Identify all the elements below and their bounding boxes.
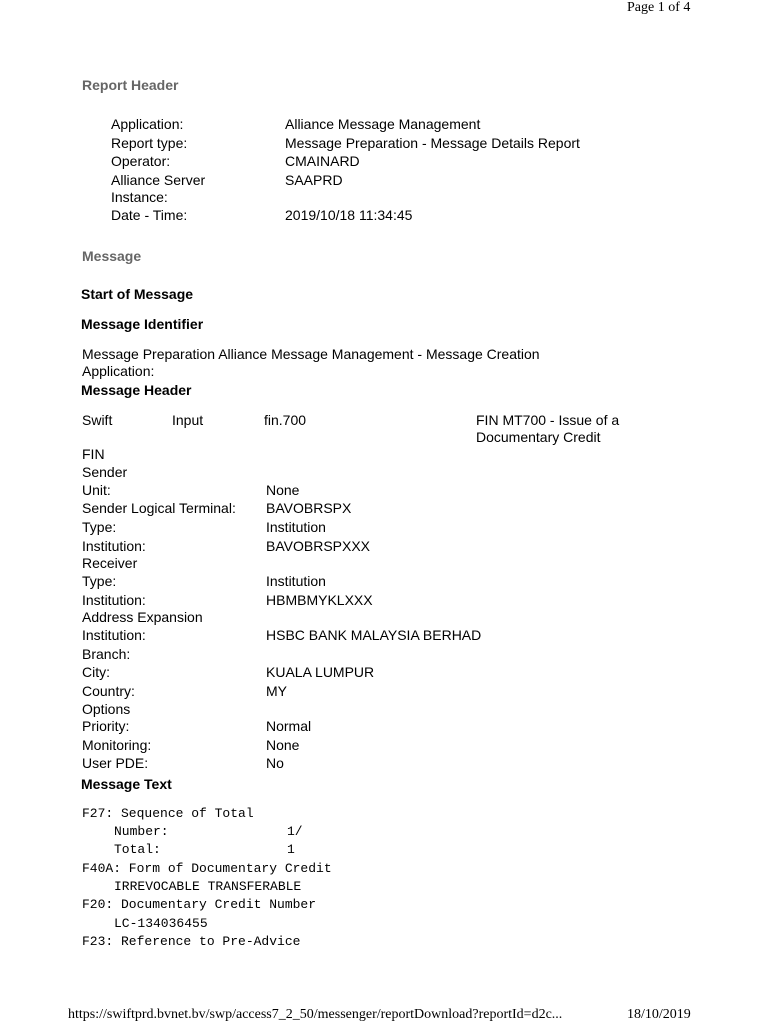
detail-value: HSBC BANK MALAYSIA BERHAD bbox=[266, 627, 482, 643]
detail-value: Institution bbox=[266, 573, 326, 589]
server-instance-value: SAAPRD bbox=[285, 172, 343, 188]
header-direction: Input bbox=[172, 412, 204, 428]
fin-label: FIN bbox=[82, 446, 105, 462]
detail-value: KUALA LUMPUR bbox=[266, 664, 375, 680]
report-type-value: Message Preparation - Message Details Report bbox=[285, 135, 580, 151]
message-header-title: Message Header bbox=[81, 382, 192, 398]
message-identifier-text-cont: Application: bbox=[82, 363, 155, 379]
detail-label: Sender Logical Terminal: bbox=[82, 500, 236, 516]
detail-label: Branch: bbox=[82, 646, 131, 662]
footer-date: 18/10/2019 bbox=[627, 1007, 691, 1022]
header-description: FIN MT700 - Issue of a bbox=[476, 412, 620, 428]
detail-value: MY bbox=[266, 683, 287, 699]
message-identifier-title: Message Identifier bbox=[81, 316, 204, 332]
page-number: Page 1 of 4 bbox=[627, 0, 691, 15]
detail-value: HBMBMYKLXXX bbox=[266, 592, 373, 608]
footer-url: https://swiftprd.bvnet.bv/swp/access7_2_50/messenger/reportDownload?reportId=d2c... bbox=[68, 1007, 563, 1022]
address-expansion-label: Address Expansion bbox=[82, 609, 203, 625]
field-line: Number: bbox=[114, 824, 169, 839]
header-format: fin.700 bbox=[264, 412, 307, 428]
field-value: 1/ bbox=[287, 824, 303, 839]
detail-label: City: bbox=[82, 664, 110, 680]
header-description-cont: Documentary Credit bbox=[476, 429, 601, 445]
detail-value: None bbox=[266, 482, 300, 498]
message-section-title: Message bbox=[82, 248, 142, 264]
start-of-message: Start of Message bbox=[81, 286, 194, 302]
server-instance-label-cont: Instance: bbox=[111, 189, 168, 205]
field-line: F40A: Form of Documentary Credit bbox=[82, 861, 332, 876]
application-label: Application: bbox=[111, 116, 184, 132]
report-header-title: Report Header bbox=[82, 77, 179, 93]
field-line: F23: Reference to Pre-Advice bbox=[82, 934, 301, 949]
detail-value: No bbox=[266, 755, 284, 771]
field-value: 1 bbox=[287, 842, 295, 857]
detail-label: Monitoring: bbox=[82, 737, 152, 753]
detail-value: BAVOBRSPXXX bbox=[266, 538, 371, 554]
options-label: Options bbox=[82, 701, 131, 717]
detail-value: None bbox=[266, 737, 300, 753]
detail-label: Institution: bbox=[82, 538, 146, 554]
field-line: F20: Documentary Credit Number bbox=[82, 897, 317, 912]
operator-value: CMAINARD bbox=[285, 153, 360, 169]
message-text-title: Message Text bbox=[81, 776, 172, 792]
detail-value: Normal bbox=[266, 718, 312, 734]
receiver-label: Receiver bbox=[82, 555, 138, 571]
operator-label: Operator: bbox=[111, 153, 171, 169]
detail-label: Country: bbox=[82, 683, 135, 699]
field-line: Total: bbox=[114, 842, 161, 857]
detail-label: Institution: bbox=[82, 627, 146, 643]
detail-label: User PDE: bbox=[82, 755, 149, 771]
detail-value: Institution bbox=[266, 519, 326, 535]
field-line: IRREVOCABLE TRANSFERABLE bbox=[114, 879, 302, 894]
message-identifier-text: Message Preparation Alliance Message Management - Message Creation bbox=[82, 346, 540, 362]
report-type-label: Report type: bbox=[111, 135, 188, 151]
header-network: Swift bbox=[82, 412, 113, 428]
server-instance-label: Alliance Server bbox=[111, 172, 206, 188]
sender-label: Sender bbox=[82, 464, 128, 480]
detail-label: Type: bbox=[82, 573, 117, 589]
detail-label: Unit: bbox=[82, 482, 111, 498]
date-time-label: Date - Time: bbox=[111, 207, 188, 223]
field-line: F27: Sequence of Total bbox=[82, 806, 254, 821]
detail-label: Institution: bbox=[82, 592, 146, 608]
detail-label: Type: bbox=[82, 519, 117, 535]
detail-label: Priority: bbox=[82, 718, 130, 734]
date-time-value: 2019/10/18 11:34:45 bbox=[285, 207, 413, 223]
field-line: LC-134036455 bbox=[114, 916, 208, 931]
detail-value: BAVOBRSPX bbox=[266, 500, 352, 516]
application-value: Alliance Message Management bbox=[285, 116, 481, 132]
